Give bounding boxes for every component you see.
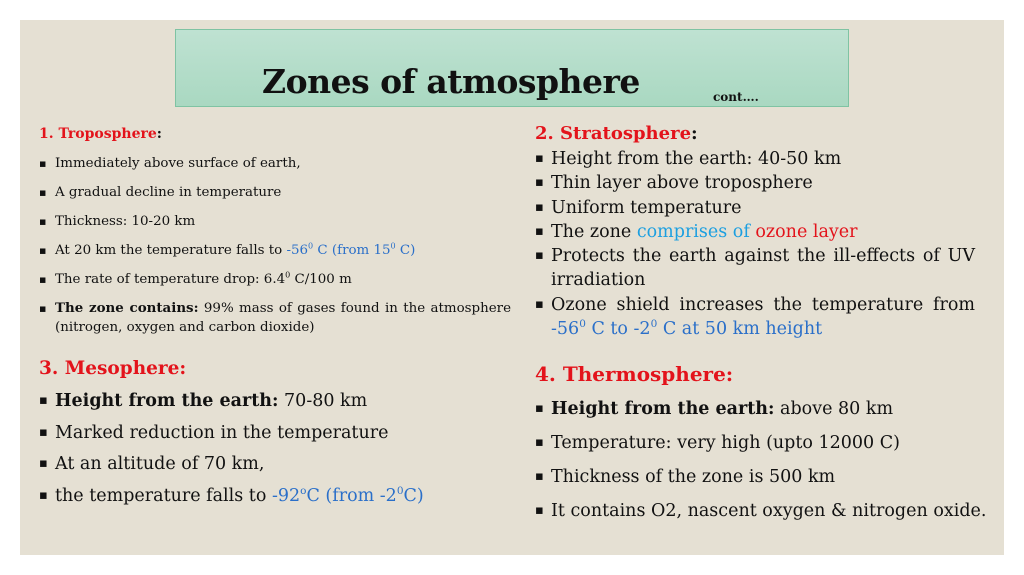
list-item: ▪ A gradual decline in temperature [39,185,282,200]
stratosphere-heading: 2. Stratosphere: [535,123,698,144]
bullet-icon: ▪ [535,296,544,312]
list-item: ▪ Immediately above surface of earth, [39,156,301,171]
bullet-icon: ▪ [535,175,544,191]
bullet-icon: ▪ [535,199,544,215]
thermosphere-list [535,397,995,533]
list-item: ▪ The zone contains: 99% mass of gases found in the atmosphere (nitrogen, oxygen and carbon dioxide) [39,300,511,335]
bullet-icon: ▪ [39,393,48,408]
list-item: ▪ Marked reduction in the temperature [39,422,389,443]
bullet-icon: ▪ [39,424,48,440]
list-item: ▪ Thickness of the zone is 500 km [535,467,836,487]
bullet-icon: ▪ [39,244,47,257]
bullet-icon: ▪ [39,186,47,199]
list-item: ▪ Height from the earth: 70-80 km [39,391,368,411]
list-item: ▪ The rate of temperature drop: $6.4^0$ C/100 m [39,270,352,287]
thermosphere-heading: 4. Thermosphere: [535,362,734,386]
bullet-icon: ▪ [535,151,544,166]
list-item: ▪ Temperature: very high (upto 12000 C) [535,433,900,453]
bullet-icon: ▪ [39,215,47,228]
troposphere-list [39,154,511,347]
bullet-icon: ▪ [39,456,48,471]
bullet-icon: ▪ [535,435,544,450]
bullet-icon: ▪ [535,401,544,416]
bullet-icon: ▪ [535,248,544,264]
list-item: ▪ At 20 km the temperature falls to $-56^0$ C (from $15^0$ C) [39,241,416,258]
list-item: ▪ The zone comprises of ozone layer [535,220,975,244]
list-item: ▪ At an altitude of 70 km, [39,454,265,474]
bullet-icon: ▪ [39,157,47,170]
bullet-icon: ▪ [535,223,544,239]
stratosphere-list [535,147,975,341]
list-item: ▪ the temperature falls to -92$^o$C (from $-2^0C$) [39,484,424,506]
continued-label: cont…. [713,90,759,104]
bullet-icon: ▪ [39,273,47,286]
mesosphere-list [39,389,509,515]
troposphere-heading: 1. Troposphere: [39,126,162,142]
bullet-icon: ▪ [535,503,544,518]
bullet-icon: ▪ [39,487,48,503]
list-item: ▪ It contains O2, nascent oxygen & nitrogen oxide. [535,501,987,521]
list-item: ▪ Height from the earth: above 80 km [535,399,894,419]
bullet-icon: ▪ [39,302,47,315]
list-item: ▪ Height from the earth: 40-50 km [535,147,975,171]
list-item: ▪ Uniform temperature [535,196,975,220]
bullet-icon: ▪ [535,469,544,484]
list-item: ▪ Thickness: 10-20 km [39,214,196,229]
slide-title: Zones of atmosphere [262,62,640,101]
list-item: ▪ Thin layer above troposphere [535,171,975,195]
list-item: ▪ Protects the earth against the ill-effects of UV irradiation [535,246,975,291]
mesosphere-heading: 3. Mesophere: [39,358,187,379]
list-item: ▪ Ozone shield increases the temperature from $-56^0$ C to $-2^0$ C at 50 km height [535,294,975,340]
